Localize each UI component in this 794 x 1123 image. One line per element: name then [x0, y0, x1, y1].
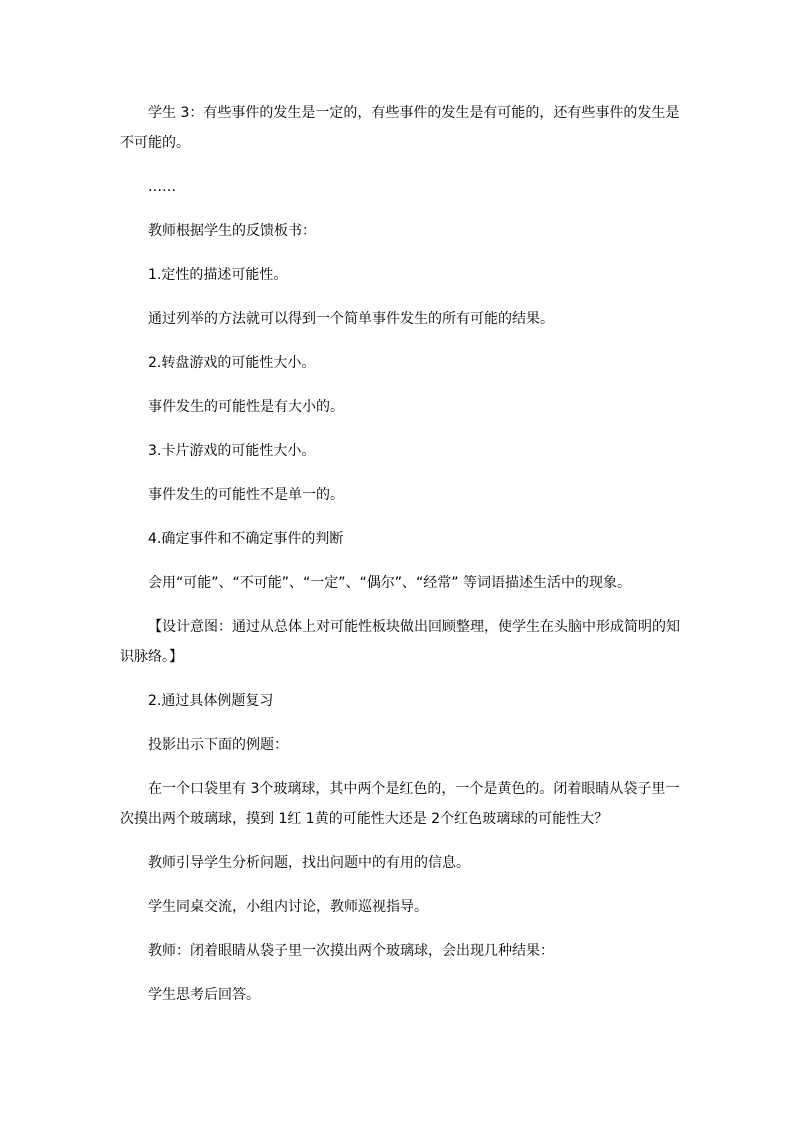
paragraph-item-4: 4.确定事件和不确定事件的判断 [148, 531, 344, 547]
paragraph-example-problem: 在一个口袋里有 3个玻璃球，其中两个是红色的，一个是黄色的。闭着眼睛从袋子里一次摸出两个玻璃球，摸到 1红 1黄的可能性大还是 2个红色玻璃球的可能性大？ [120, 781, 680, 827]
paragraph-projection: 投影出示下面的例题： [148, 737, 288, 753]
paragraph-item-4-desc: 会用“可能”、“不可能”、“一定”、“偶尔”、“经常” 等词语描述生活中的现象。 [148, 575, 631, 591]
paragraph-ellipsis: …… [148, 179, 176, 195]
paragraph-teacher-question: 教师：闭着眼睛从袋子里一次摸出两个玻璃球，会出现几种结果： [148, 943, 554, 959]
paragraph-section-2: 2.通过具体例题复习 [148, 693, 274, 709]
paragraph-item-2-desc: 事件发生的可能性是有大小的。 [148, 399, 344, 415]
paragraph-item-1: 1.定性的描述可能性。 [148, 267, 288, 283]
paragraph-item-3-desc: 事件发生的可能性不是单一的。 [148, 487, 344, 503]
paragraph-student-answer: 学生思考后回答。 [148, 987, 260, 1003]
paragraph-teacher-guide: 教师引导学生分析问题，找出问题中的有用的信息。 [148, 855, 470, 871]
paragraph-item-2: 2.转盘游戏的可能性大小。 [148, 355, 316, 371]
paragraph-student3: 学生 3：有些事件的发生是一定的，有些事件的发生是有可能的，还有些事件的发生是不可能的。 [120, 105, 680, 151]
paragraph-item-3: 3.卡片游戏的可能性大小。 [148, 443, 316, 459]
document-body [120, 98, 680, 1024]
paragraph-teacher-board: 教师根据学生的反馈板书： [148, 223, 316, 239]
paragraph-design-intent: 【设计意图：通过从总体上对可能性板块做出回顾整理，使学生在头脑中形成简明的知识脉络。】 [120, 619, 680, 665]
paragraph-item-1-desc: 通过列举的方法就可以得到一个简单事件发生的所有可能的结果。 [148, 311, 554, 327]
paragraph-group-discussion: 学生同桌交流，小组内讨论，教师巡视指导。 [148, 899, 428, 915]
